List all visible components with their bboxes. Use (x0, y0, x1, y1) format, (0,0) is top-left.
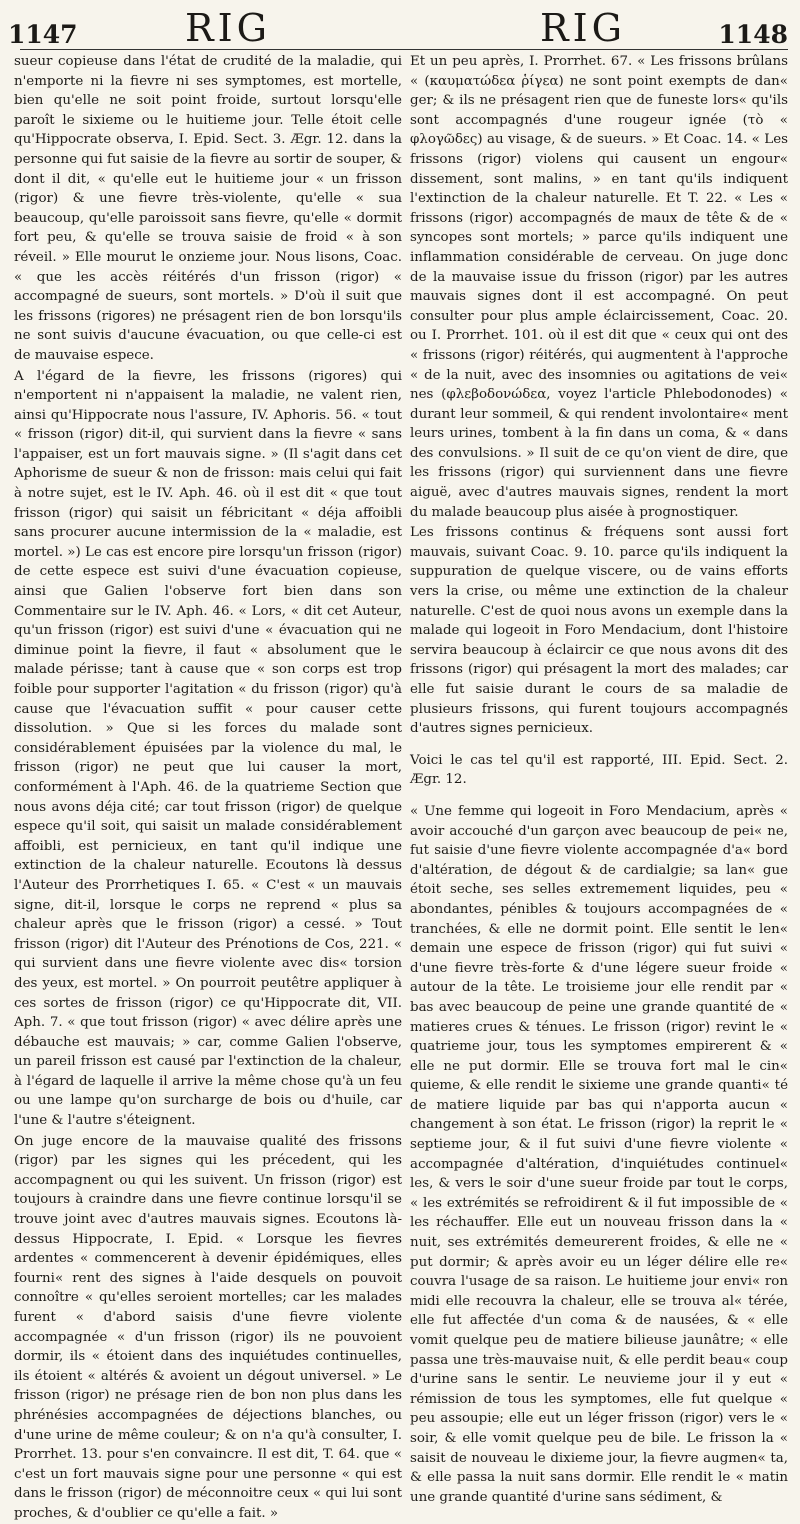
right-page-number: 1148 (718, 20, 788, 49)
paragraph: Et un peu après, I. Prorrhet. 67. « Les frissons brûlans « (καυματώδεα ῥίγεα) ne sont point exempts de dan« ger; & ils ne présagent rien que de funeste lors« qu'ils sont accompagnés d'une rougeur ignée (τὸ « φλογῶδες) au visage, & de sueurs. » Et Coac. 14. « Les frissons (rigor) violens qui causent un engour« dissement, sont malins, » en tant qu'ils indiquent l'extinction de la chaleur naturelle. Et T. 22. « Les « frissons (rigor) accompagnés de maux de tête & de « syncopes sont mortels; » parce qu'ils indiquent une inflammation considérable de cerveau. On juge donc de la mauvaise issue du frisson (rigor) par les autres mauvais signes dont il est accompagné. On peut consulter pour plus ample éclaircissement, Coac. 20. ou I. Prorrhet. 101. où il est dit que « ceux qui ont des « frissons (rigor) réitérés, qui augmentent à l'approche « de la nuit, avec des insomnies ou agitations de vei« nes (φλεβοδονώδεα, voyez l'article Phlebodonodes) « durant leur sommeil, & qui rendent involontaire« ment leurs urines, tombent à la fin dans un coma, & « dans des convulsions. » Il suit de ce qu'on vient de dire, que les frissons (rigor) qui surviennent dans une fievre aiguë, avec d'autres mauvais signes, rendent la mort du malade beaucoup plus aisée à prognostiquer. (410, 54, 788, 520)
page-header (0, 6, 800, 50)
right-column (410, 52, 788, 1505)
left-column (14, 52, 402, 1521)
paragraph: Les frissons continus & fréquens sont aussi fort mauvais, suivant Coac. 9. 10. parce qu'ils indiquent la suppuration de quelque viscere, ou de vains efforts vers la crise, ou même une extinction de la chaleur naturelle. C'est de quoi nous avons un exemple dans la malade qui logeoit in Foro Mendacium, dont l'histoire servira beaucoup à éclaircir ce que nous avons dit des frissons (rigor) qui présagent la mort des malades; car elle fut saisie durant le cours de sa maladie de plusieurs frissons, qui furent toujours accompagnés d'autres signes pernicieux. (410, 525, 788, 737)
right-running-head: RIG (540, 6, 626, 50)
case-quotation: « Une femme qui logeoit in Foro Mendacium, après « avoir accouché d'un garçon avec beaucoup de pei« ne, fut saisie d'une fievre violente accompagnée d'a« bord d'altération, de dégout & de cardialgie; sa lan« gue étoit seche, ses selles extremement liquides, peu « abondantes, pénibles & toujours accompagnées de « tranchées, & elle ne dormit point. Elle sentit le len« demain une espece de frisson (rigor) qui fut suivi « d'une fievre très-forte & d'une légere sueur froide « autour de la tête. Le troisieme jour elle rendit par « bas avec beaucoup de peine une grande quantité de « matieres crues & ténues. Le frisson (rigor) revint le « quatrieme jour, tous les symptomes empirerent & « elle ne put dormir. Elle se trouva fort mal le cin« quieme, & elle rendit le sixieme une grande quanti« té de matiere liquide par bas qui n'apporta aucun « changement à son état. Le frisson (rigor) la reprit le « septieme jour, & il fut suivi d'une fievre violente « accompagnée d'altération, d'inquiétudes continuel« les, & vers le soir d'une sueur froide par tout le corps, « les extrémités se refroidirent & il fut impossible de « les réchauffer. Elle eut un nouveau frisson dans la « nuit, ses extrémités demeurerent froides, & elle ne « put dormir; & après avoir eu un léger délire elle re« couvra l'usage de sa raison. Le huitieme jour envi« ron midi elle recouvra la chaleur, elle se trouva al« térée, elle fut affectée d'un coma & de nausées, & « elle vomit quelque peu de matiere bilieuse jaunâtre; « elle passa une très-mauvaise nuit, & elle perdit beau« coup d'urine sans le sentir. Le neuvieme jour il y eut « rémission de tous les symptomes, elle fut quelque « peu assoupie; elle eut un léger frisson (rigor) vers le « soir, & elle vomit quelque peu de bile. Le frisson la « saisit de nouveau le dixieme jour, la fievre augmen« ta, & elle passa la nuit sans dormir. Elle rendit le « matin une grande quantité d'urine sans sédiment, & (410, 803, 788, 1505)
left-page-number: 1147 (8, 20, 78, 49)
paragraph: A l'égard de la fievre, les frissons (rigores) qui n'emportent ni n'appaisent la maladie, ne valent rien, ainsi qu'Hippocrate nous l'assure, IV. Aphoris. 56. « tout « frisson (rigor) dit-il, qui survient dans la fievre « sans l'appaiser, est un fort mauvais signe. » (Il s'agit dans cet Aphorisme de sueur & non de frisson: mais celui qui fait à notre sujet, est le IV. Aph. 46. où il est dit « que tout frisson (rigor) qui saisit un fébricitant « déja affoibli sans procurer aucune intermission de la « maladie, est mortel. ») Le cas est encore pire lorsqu'un frisson (rigor) de cette espece est suivi d'une évacuation copieuse, ainsi que Galien l'observe fort bien dans son Commentaire sur le IV. Aph. 46. « Lors, « dit cet Auteur, qu'un frisson (rigor) est suivi d'une « évacuation qui ne diminue point la fievre, il faut « absolument que le malade périsse; tant à cause que « son corps est trop foible pour supporter l'agitation « du frisson (rigor) qu'à cause que l'évacuation suffit « pour causer cette dissolution. » Que si les forces du malade sont considérablement épuisées par la violence du mal, le frisson (rigor) ne peut que lui causer la mort, conformément à l'Aph. 46. de la quatrieme Section que nous avons déja cité; car tout frisson (rigor) de quelque espece qu'il soit, qui saisit un malade considérablement affoibli, est pernicieux, en tant qu'il indique une extinction de la chaleur naturelle. Ecoutons là dessus l'Auteur des Prorrhetiques I. 65. « C'est « un mauvais signe, dit-il, lorsque le corps ne reprend « plus sa chaleur après que le frisson (rigor) a cessé. » Tout frisson (rigor) dit l'Auteur des Prénotions de Cos, 221. « qui survient dans une fievre violente avec dis« torsion des yeux, est mortel. » On pourroit peutêtre appliquer à ces sortes de frisson (rigor) ce qu'Hippocrate dit, VII. Aph. 7. « que tout frisson (rigor) « avec délire après une débauche est mauvais; » car, comme Galien l'observe, un pareil frisson est causé par l'extinction de la chaleur, à l'égard de laquelle il arrive la même chose qu'à un feu ou une lampe qu'on surcharge de bois ou d'huile, car l'une & l'autre s'éteignent. (14, 368, 402, 1129)
paragraph: sueur copieuse dans l'état de crudité de la maladie, qui n'emporte ni la fievre ni ses symptomes, est mortelle, bien qu'elle ne soit point froide, surtout lorsqu'elle paroît le sixieme ou le huitieme jour. Telle étoit celle qu'Hippocrate observa, I. Epid. Sect. 3. Ægr. 12. dans la personne qui fut saisie de la fievre au sortir de souper, & dont il dit, « qu'elle eut le huitieme jour « un frisson (rigor) & une fievre très-violente, qu'elle « sua beaucoup, qu'elle paroissoit sans fievre, qu'elle « dormit fort peu, & qu'elle se trouva saisie de froid « à son réveil. » Elle mourut le onzieme jour. Nous lisons, Coac. « que les accès réitérés d'un frisson (rigor) « accompagné de sueurs, sont mortels. » D'où il suit que les frissons (rigores) ne présagent rien de bon lorsqu'ils ne sont suivis d'aucune évacuation, ou que celle-ci est de mauvaise espece. (14, 54, 402, 363)
left-running-head: RIG (185, 6, 271, 50)
case-heading: Voici le cas tel qu'il est rapporté, III. Epid. Sect. 2. Ægr. 12. (410, 752, 788, 788)
header-rule (20, 49, 788, 50)
paragraph: On juge encore de la mauvaise qualité des frissons (rigor) par les signes qui les précedent, qui les accompagnent ou qui les suivent. Un frisson (rigor) est toujours à craindre dans une fievre continue lorsqu'il se trouve joint avec d'autres mauvais signes. Ecoutons là-dessus Hippocrate, I. Epid. « Lorsque les fievres ardentes « commencerent à devenir épidémiques, elles fourni« rent des signes à l'aide desquels on pouvoit connoître « qu'elles seroient mortelles; car les malades furent « d'abord saisis d'une fievre violente accompagnée « d'un frisson (rigor) ils ne pouvoient dormir, ils « étoient dans des inquiétudes continuelles, ils étoient « altérés & avoient un dégout universel. » Le frisson (rigor) ne présage rien de bon non plus dans les phrénésies accompagnées de déjections blanches, ou d'une urine de même couleur; & on n'a qu'à consulter, I. Prorrhet. 13. pour s'en convaincre. Il est dit, T. 64. que « c'est un fort mauvais signe pour une personne « qui est dans le frisson (rigor) de méconnoitre ceux « qui lui sont proches, & d'oublier ce qu'elle a fait. » (14, 1133, 402, 1521)
